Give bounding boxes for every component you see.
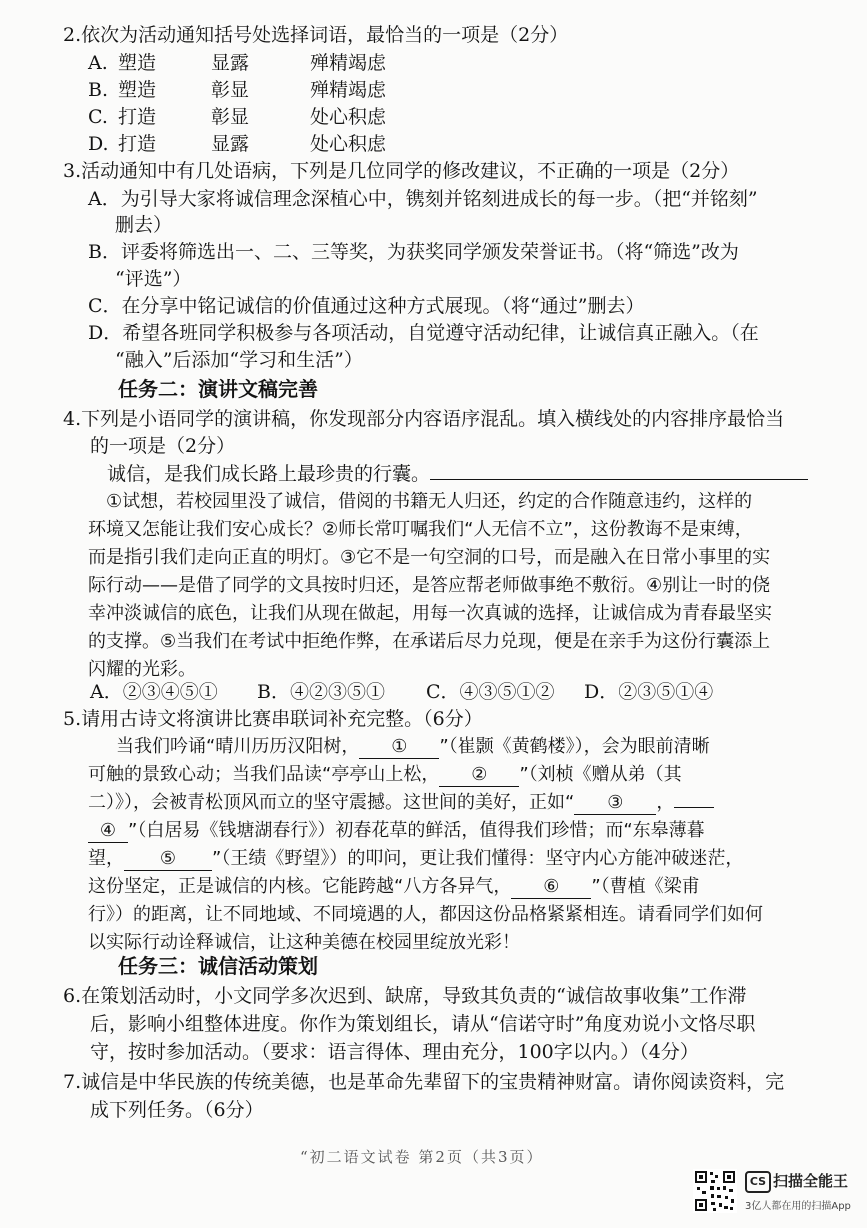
poem-text: 可触的景致心动；当我们品读“亭亭山上松， [88,764,440,785]
poem-text: ”（王绩《野望》）的叩问，更让我们懂得：坚守内心方能冲破迷茫， [212,848,744,869]
poem-line: 以实际行动诠释诚信，让这种美德在校园里绽放光彩！ [88,932,520,953]
watermark-tagline: 3亿人都在用的扫描App [745,1201,851,1212]
q4-option-d: D．②③⑤①④ [584,681,714,703]
blank-3: ③ [574,792,656,815]
poem-text: 望， [88,848,124,869]
q6-line: 后，影响小组整体进度。你作为策划组长，请从“信诺守时”角度劝说小文恪尽职 [90,1013,756,1035]
task2-heading: 任务二：演讲文稿完善 [118,377,318,401]
q2-option-a-word3: 殚精竭虑 [310,52,387,74]
poem-line [88,846,743,872]
poem-text: ”（曹植《梁甫 [591,876,700,897]
q5-stem: 5.请用古诗文将演讲比赛串联词补充完整。（6分） [63,708,483,730]
q2-stem: 2.依次为活动通知括号处选择词语，最恰当的一项是（2分） [63,24,569,46]
poem-line [88,818,705,844]
q2-option-b-word3: 殚精竭虑 [310,79,387,101]
poem-text: 这份坚定，正是诚信的内核。它能跨越“八方各异气， [88,876,512,897]
q2-option-d-word2: 显露 [211,133,250,155]
q4-lead-text: 诚信，是我们成长路上最珍贵的行囊。 [107,463,431,485]
q3-stem: 3.活动通知中有几处语病，下列是几位同学的修改建议，不正确的一项是（2分） [63,160,740,182]
q6-line: 守，按时参加活动。（要求：语言得体、理由充分，100字以内。）（4分） [90,1041,699,1063]
q4-option-b: B．④②③⑤① [257,681,385,703]
blank-5: ⑤ [124,848,212,871]
poem-line: 行》）的距离，让不同地域、不同境遇的人，都因这份品格紧紧相连。请看同学们如何 [88,904,763,925]
q3-line: D．希望各班同学积极参与各项活动，自觉遵守活动纪律，让诚信真正融入。（在 [88,322,759,344]
q3-line: “融入”后添加“学习和生活”） [115,349,363,371]
speech-line: 环境又怎能让我们安心成长？②师长常叮嘱我们“人无信不立”，这份教诲不是束缚， [88,519,753,540]
q2-option-d-word1: 打造 [118,133,157,155]
q4-option-a: A．②③④⑤① [90,681,218,703]
q4-stem: 的一项是（2分） [90,435,236,457]
poem-text: 当我们吟诵“晴川历历汉阳树， [116,736,360,757]
speech-line: 闪耀的光彩。 [88,659,196,680]
q3-line: “评选”） [115,268,192,290]
speech-line: 际行动——是借了同学的文具按时归还，是答应帮老师做事绝不敷衍。④别让一时的侥 [88,575,771,596]
blank-6: ⑥ [511,876,591,899]
q3-line: B．评委将筛选出一、二、三等奖，为获奖同学颁发荣誉证书。（将“筛选”改为 [88,241,739,263]
q2-option-b-letter: B. [88,79,109,101]
q2-option-c-letter: C. [88,106,108,128]
q3-line: 删去） [115,214,173,236]
q4-stem: 4.下列是小语同学的演讲稿，你发现部分内容语序混乱。填入横线处的内容排序最恰当 [63,408,785,430]
q4-option-c: C．④③⑤①② [426,681,555,703]
poem-text: ”（崔颢《黄鹤楼》），会为眼前清晰 [439,736,710,757]
q4-answer-blank [430,479,808,480]
q3-line: A．为引导大家将诚信理念深植心中，镌刻并铭刻进成长的每一步。（把“并铭刻” [88,188,758,210]
q2-option-a-word2: 显露 [211,52,250,74]
poem-text: ， [656,792,675,813]
q2-option-c-word1: 打造 [118,106,157,128]
speech-line: 而是指引我们走向正直的明灯。③它不是一句空洞的口号，而是融入在日常小事里的实 [88,547,771,568]
qr-code-icon [693,1169,737,1213]
task3-heading: 任务三：诚信活动策划 [118,954,318,978]
poem-text: ”（刘桢《赠从弟（其 [519,764,682,785]
scanner-watermark [693,1167,863,1223]
q2-option-c-word3: 处心积虑 [310,106,387,128]
page-footer: “初二语文试卷 第2页（共3页） [300,1148,544,1166]
q2-option-c-word2: 彰显 [211,106,250,128]
poem-line [88,790,714,816]
poem-line [88,762,682,788]
poem-text: ”（白居易《钱塘湖春行》）初春花草的鲜活，值得我们珍惜；而“东皋薄暮 [128,820,705,841]
q2-option-b-word1: 塑造 [118,79,157,101]
poem-line [88,874,700,900]
q7-line: 成下列任务。（6分） [90,1099,264,1121]
speech-line: 的支撑。⑤当我们在考试中拒绝作弊，在承诺后尽力兑现，便是在亲手为这份行囊添上 [88,631,771,652]
blank-4-start [674,807,714,808]
poem-text: 二）》），会被青松顶风而立的坚守震撼。这世间的美好，正如“ [88,792,575,813]
q2-option-a-letter: A. [88,52,108,74]
poem-line [116,734,710,760]
q2-option-a-word1: 塑造 [118,52,157,74]
q2-option-b-word2: 彰显 [211,79,250,101]
q2-option-d-word3: 处心积虑 [310,133,387,155]
q4-lead [107,461,808,487]
q6-line: 6.在策划活动时，小文同学多次迟到、缺席，导致其负责的“诚信故事收集”工作滞 [63,985,747,1007]
speech-line: 幸冲淡诚信的底色，让我们从现在做起，用每一次真诚的选择，让诚信成为青春最坚实 [88,603,772,624]
camscanner-logo-icon: CS [745,1171,771,1193]
speech-line: ①试想，若校园里没了诚信，借阅的书籍无人归还，约定的合作随意违约，这样的 [106,491,753,512]
q7-line: 7.诚信是中华民族的传统美德，也是革命先辈留下的宝贵精神财富。请你阅读资料，完 [63,1071,785,1093]
blank-2: ② [439,764,519,787]
q2-option-d-letter: D. [88,133,109,155]
blank-4: ④ [88,820,128,843]
blank-1: ① [359,736,439,759]
watermark-app-name: 扫描全能王 [773,1172,849,1190]
q3-line: C．在分享中铭记诚信的价值通过这种方式展现。（将“通过”删去） [88,295,645,317]
